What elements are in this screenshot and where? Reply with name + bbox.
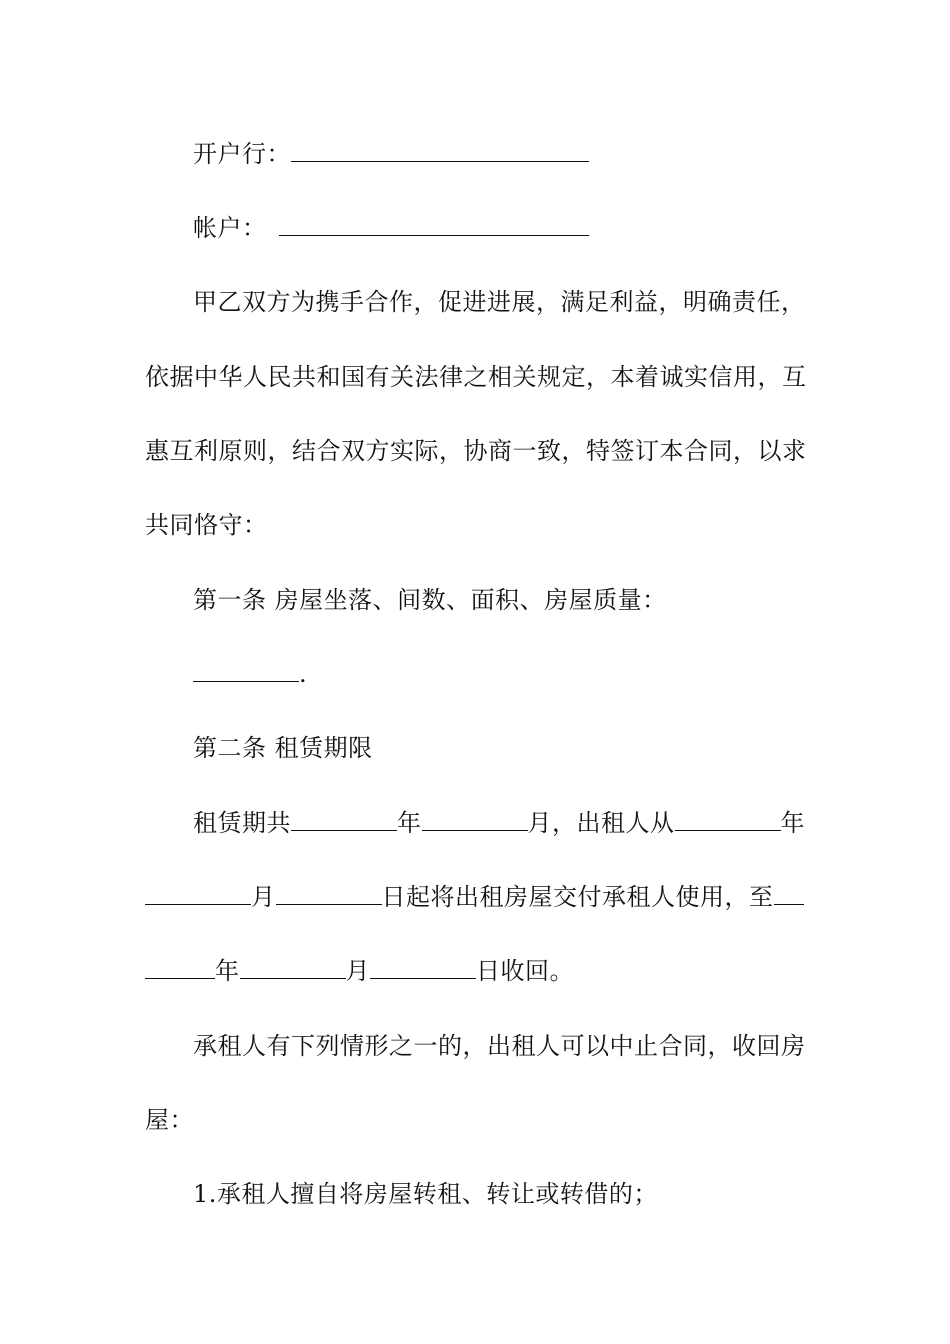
list-item: 1.承租人擅自将房屋转租、转让或转借的； [193,1180,658,1208]
bank-label: 开户行： [193,140,291,168]
term-line-2 [145,881,815,913]
paragraph-line: 惠互利原则，结合双方实际，协商一致，特签订本合同，以求 [145,437,807,465]
end-year-blank-start [774,882,804,905]
paragraph-line: 依据中华人民共和国有关法律之相关规定，本着诚实信用，互 [145,363,807,391]
account-blank [279,213,589,236]
account-line [193,212,863,244]
term-line-3 [145,955,815,987]
bank-line [193,138,863,170]
paragraph-line: 甲乙双方为携手合作，促进进展，满足利益，明确责任， [193,288,806,316]
paragraph-line: 共同恪守： [145,511,268,539]
term-text: 月 [345,957,370,985]
article-1-heading: 第一条 房屋坐落、间数、面积、房屋质量： [193,586,667,614]
end-year-blank [145,956,215,979]
term-text: 年 [215,957,240,985]
article-2-heading: 第二条 租赁期限 [193,734,373,762]
paragraph-line: 屋： [145,1106,194,1134]
term-text: 日起将出租房屋交付承租人使用，至 [381,883,774,911]
term-text: 日收回。 [476,957,574,985]
bank-blank [291,139,589,162]
years-blank [291,808,397,831]
location-blank [193,659,299,682]
term-text: 月 [251,883,276,911]
account-label: 帐户： [193,214,267,242]
article-1-blank-line [193,658,863,690]
term-text: 月，出租人从 [527,809,675,837]
start-day-blank [276,882,382,905]
paragraph-line: 承租人有下列情形之一的，出租人可以中止合同，收回房 [193,1032,806,1060]
end-month-blank [240,956,346,979]
term-text: 年 [780,809,805,837]
period-mark: . [299,660,308,688]
end-day-blank [370,956,476,979]
term-text: 租赁期共 [193,809,291,837]
term-line-1 [193,807,863,839]
start-month-blank [145,882,251,905]
term-text: 年 [397,809,422,837]
months-blank [422,808,528,831]
start-year-blank [675,808,781,831]
